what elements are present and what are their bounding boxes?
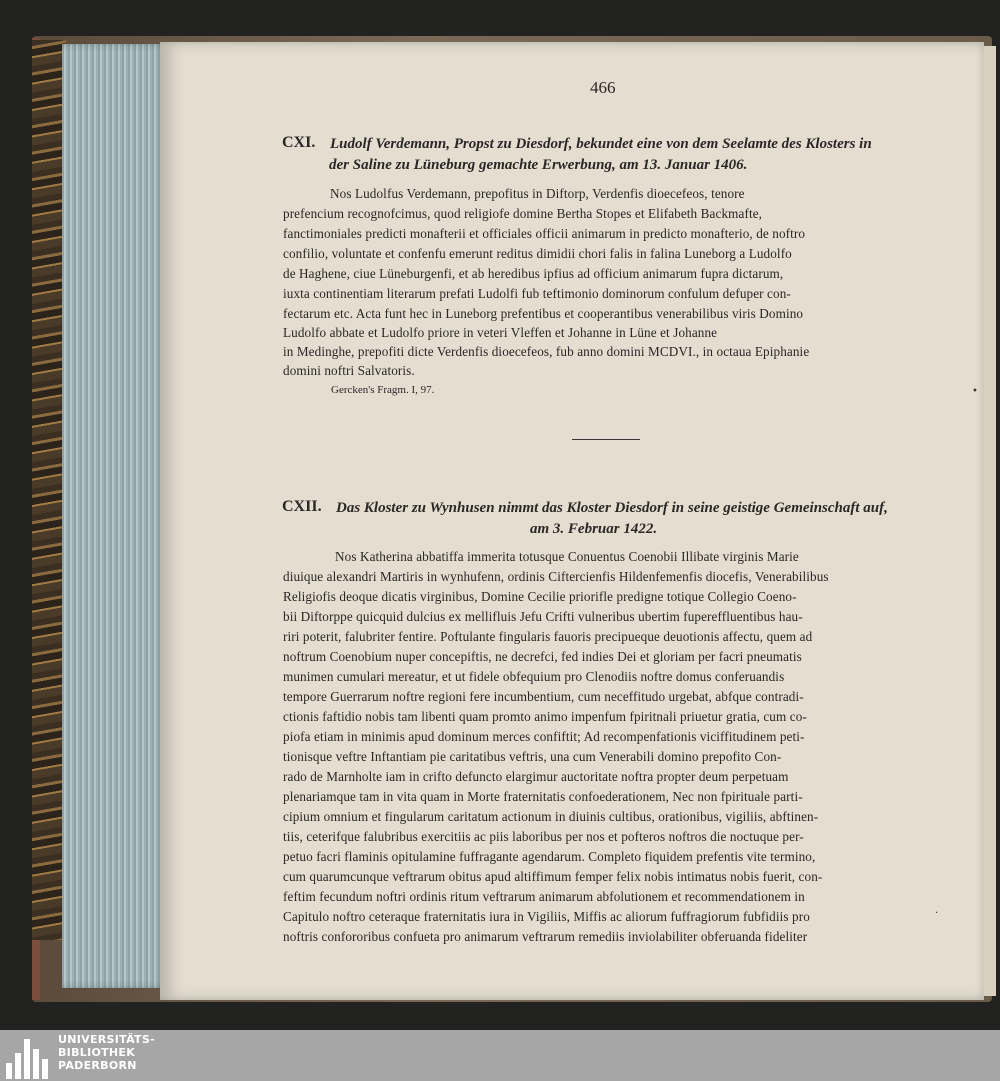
body-line: piofa etiam in minimis apud dominum merces confiftit; Ad recompenfationis viciffitudinem peti- <box>283 729 805 744</box>
body-line: tempore Guerrarum noftre regioni fere incumbentium, cum neceffitudo urgebat, abfque contradi- <box>283 689 804 704</box>
body-line: ctionis faftidio nobis tam libenti quam promto animo impenfum fpiritnali priuetur gratia, cum co- <box>283 709 807 724</box>
body-line: plenariamque tam in vita quam in Morte fraternitatis confoederationem, Nec non fpirituale parti- <box>283 789 803 804</box>
body-line: diuique alexandri Martiris in wynhufenn, ordinis Ciftercienfis Hildenfemenfis diocefis, Venerabilibus <box>283 569 829 584</box>
library-name-line: BIBLIOTHEK <box>58 1046 136 1059</box>
body-line: riri poterit, falubriter fentire. Poftulante fingularis fauoris precipueque deuotionis affectu, quem ad <box>283 629 813 644</box>
body-line: Nos Katherina abbatiffa immerita totusque Conuentus Coenobii Illibate virginis Marie <box>335 549 799 564</box>
body-line: confilio, voluntate et confenfu emerunt reditus dimidii chori falis in falina Luneborg a Ludolfo <box>283 246 792 261</box>
document-heading-line: Das Kloster zu Wynhusen nimmt das Kloster Diesdorf in seine geistige Gemeinschaft auf, <box>336 500 888 516</box>
body-line: de Haghene, ciue Lüneburgenfi, et ab heredibus ipfius ad officium animarum fupra dictarum, <box>283 266 784 281</box>
document-heading-line: am 3. Februar 1422. <box>530 521 658 537</box>
document-heading-line: Ludolf Verdemann, Propst zu Diesdorf, bekundet eine von dem Seelamte des Klosters in <box>330 136 872 152</box>
body-line: Nos Ludolfus Verdemann, prepofitus in Diftorp, Verdenfis dioecefeos, tenore <box>330 186 745 201</box>
body-line: cipium omnium et fingularum caritatum actionum in diuinis cultibus, orationibus, vigiliis, abftinen- <box>283 809 819 824</box>
body-line: tionisque veftre Inftantiam pie caritatibus veftris, una cum Venerabili domino prepofito Con- <box>283 749 782 764</box>
page-edges <box>62 44 170 988</box>
margin-speck: • <box>972 386 978 397</box>
library-name-line: PADERBORN <box>58 1059 137 1072</box>
body-line: Religiofis deoque dicatis virginibus, Domine Cecilie priorifle predigne totique Collegio Coeno- <box>283 589 797 604</box>
next-page-edge <box>984 46 996 996</box>
body-line: noftris confororibus confueta pro animarum veftrarum remediis inviolabiliter obferuanda fideliter <box>283 929 808 944</box>
body-line: cum quarumcunque veftrarum obitus apud altiffimum femper felix nobis intimatus nobis fuerit, con- <box>283 869 823 884</box>
body-line: fanctimoniales predicti monafterii et officiales officii animarum in predicto monafterio, de noftro <box>283 226 806 241</box>
document-number: CXI. <box>282 134 316 151</box>
body-line: Ludolfo abbate et Ludolfo priore in veteri Vleffen et Johanne in Lüne et Johanne <box>283 325 718 340</box>
body-line: petuo facri flaminis opitulamine fuffragante agendarum. Completo fiquidem prefentis vite termino, <box>283 849 816 864</box>
body-line: iuxta continentiam literarum prefati Ludolfi fub teftimonio dominorum confulum defuper con- <box>283 286 791 301</box>
body-line: feftim fecundum noftri ordinis ritum veftrarum animarum abfolutionem et recommendationem in <box>283 889 805 904</box>
library-name-line: UNIVERSITÄTS- <box>58 1033 155 1046</box>
body-line: fectarum etc. Acta funt hec in Luneborg prefentibus et cooperantibus venerabilibus viris Domino <box>283 306 804 321</box>
body-line: prefencium recognofcimus, quod religiofe domine Bertha Stopes et Elifabeth Backmafte, <box>283 206 763 221</box>
section-divider <box>572 439 640 440</box>
body-line: munimen cumulari mereatur, et ut fidele obfequium pro Clenodiis noftre domus conferuandis <box>283 669 785 684</box>
document-number: CXII. <box>282 498 322 515</box>
body-line: rado de Marnholte iam in crifto defuncto elargimur auctoritate noftra propter deum perpetuam <box>283 769 789 784</box>
library-logo-icon <box>6 1035 48 1079</box>
body-line: in Medinghe, prepofiti dicte Verdenfis dioecefeos, fub anno domini MCDVI., in octaua Epiphanie <box>283 344 810 359</box>
body-line: noftrum Coenobium nuper concepiftis, ne decrefci, fed indies Dei et gloriam per facri pneumatis <box>283 649 802 664</box>
marbled-endpaper <box>32 40 66 940</box>
body-line: tiis, ceterifque falubribus exercitiis ac piis laboribus per nos et pofteros noftros die noctuque per- <box>283 829 804 844</box>
margin-speck: · <box>935 908 939 919</box>
body-line: bii Diftorppe quicquid dulcius ex mellifluis Jefu Crifti vulneribus ubertim fupereffluentibus hau- <box>283 609 803 624</box>
body-line: domini noftri Salvatoris. <box>283 363 415 378</box>
body-line: Capitulo noftro ceteraque fraternitatis iura in Vigiliis, Miffis ac aliorum fuffragiorum fubfidiis pro <box>283 909 810 924</box>
document-heading-line: der Saline zu Lüneburg gemachte Erwerbung, am 13. Januar 1406. <box>329 157 748 173</box>
page-number: 466 <box>590 78 616 97</box>
source-citation: Gercken's Fragm. I, 97. <box>331 384 435 396</box>
